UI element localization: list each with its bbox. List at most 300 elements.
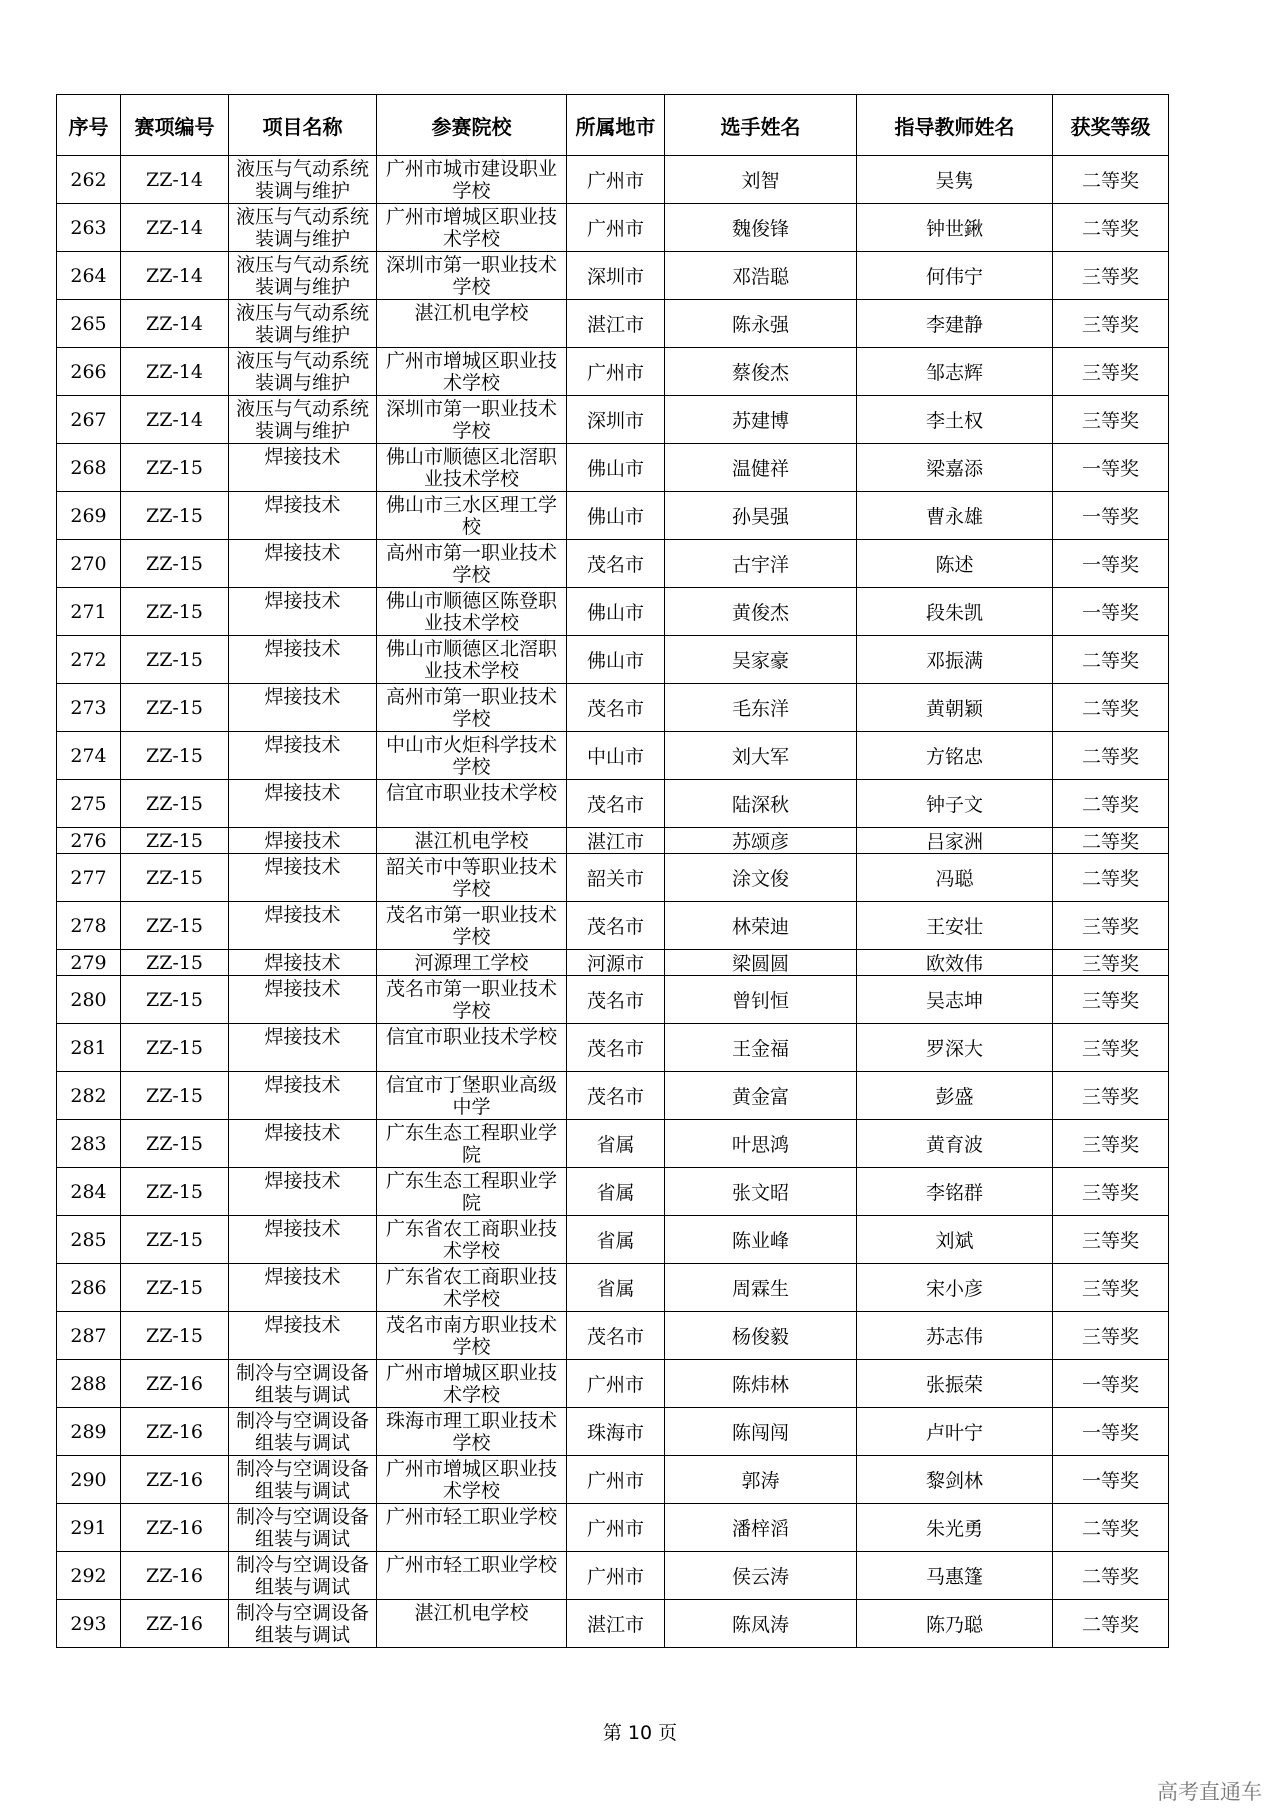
- school-text: 广东省农工商职业技术学校: [385, 1265, 557, 1310]
- seq-text: 291: [70, 1516, 107, 1539]
- school-cell: [377, 732, 567, 780]
- school-cell: [377, 636, 567, 684]
- award-level-cell: [1053, 1024, 1169, 1072]
- award-level-cell: [1053, 1072, 1169, 1120]
- teacher-text: 陈乃聪: [925, 1614, 983, 1636]
- teacher-text: 罗深大: [925, 1038, 983, 1060]
- table-row: [57, 1264, 1169, 1312]
- contestant-cell: [665, 1216, 857, 1264]
- event-code-cell: [121, 204, 229, 252]
- project-name-text: 液压与气动系统装调与维护: [235, 157, 369, 202]
- school-cell: [377, 1408, 567, 1456]
- project-name-cell: [229, 348, 377, 396]
- contestant-cell: [665, 902, 857, 950]
- project-name-cell: [229, 300, 377, 348]
- city-text: 中山市: [586, 746, 644, 768]
- school-cell: [377, 492, 567, 540]
- project-name-cell: [229, 1120, 377, 1168]
- event-code-text: ZZ-15: [146, 744, 203, 767]
- award-level-text: 三等奖: [1081, 410, 1139, 432]
- project-name-cell: [229, 252, 377, 300]
- event-code-text: ZZ-14: [146, 168, 203, 191]
- seq-text: 276: [70, 829, 107, 852]
- school-text: 深圳市第一职业技术学校: [385, 253, 557, 298]
- project-name-text: 焊接技术: [264, 733, 341, 756]
- contestant-text: 邓浩聪: [731, 266, 789, 288]
- contestant-cell: [665, 1312, 857, 1360]
- award-level-text: 三等奖: [1081, 266, 1139, 288]
- city-cell: [567, 396, 665, 444]
- award-level-text: 二等奖: [1081, 746, 1139, 768]
- header-cell: 获奖等级: [1053, 95, 1169, 156]
- teacher-text: 刘斌: [935, 1230, 974, 1252]
- city-text: 广州市: [586, 362, 644, 384]
- teacher-cell: [857, 348, 1053, 396]
- city-cell: [567, 156, 665, 204]
- school-text: 湛江机电学校: [414, 829, 529, 852]
- project-name-cell: [229, 1168, 377, 1216]
- project-name-cell: [229, 976, 377, 1024]
- event-code-text: ZZ-15: [146, 504, 203, 527]
- school-text: 佛山市三水区理工学校: [385, 493, 557, 538]
- seq-text: 273: [70, 696, 107, 719]
- project-name-text: 焊接技术: [264, 1073, 341, 1096]
- award-level-cell: [1053, 1552, 1169, 1600]
- city-text: 茂名市: [586, 698, 644, 720]
- project-name-cell: [229, 204, 377, 252]
- award-level-text: 三等奖: [1081, 916, 1139, 938]
- school-cell: [377, 1120, 567, 1168]
- teacher-cell: [857, 444, 1053, 492]
- seq-cell: [57, 348, 121, 396]
- school-text: 广东生态工程职业学院: [385, 1121, 557, 1166]
- project-name-text: 焊接技术: [264, 1313, 341, 1336]
- event-code-cell: [121, 976, 229, 1024]
- header-row: [57, 95, 1169, 156]
- table-row: [57, 902, 1169, 950]
- city-cell: [567, 1408, 665, 1456]
- seq-cell: [57, 492, 121, 540]
- project-name-text: 焊接技术: [264, 637, 341, 660]
- contestant-cell: [665, 540, 857, 588]
- event-code-cell: [121, 780, 229, 828]
- school-cell: [377, 780, 567, 828]
- contestant-cell: [665, 396, 857, 444]
- teacher-text: 李铭群: [925, 1182, 983, 1204]
- contestant-text: 吴家豪: [731, 650, 789, 672]
- teacher-text: 王安壮: [925, 916, 983, 938]
- contestant-cell: [665, 780, 857, 828]
- city-text: 省属: [596, 1230, 635, 1252]
- seq-cell: [57, 1024, 121, 1072]
- teacher-text: 黄育波: [925, 1134, 983, 1156]
- award-level-text: 三等奖: [1081, 1182, 1139, 1204]
- contestant-text: 陈炜林: [731, 1374, 789, 1396]
- city-cell: [567, 540, 665, 588]
- table-row: [57, 1216, 1169, 1264]
- award-level-cell: [1053, 252, 1169, 300]
- table-row: [57, 780, 1169, 828]
- seq-text: 264: [70, 264, 107, 287]
- award-level-text: 二等奖: [1081, 794, 1139, 816]
- contestant-cell: [665, 156, 857, 204]
- seq-text: 270: [70, 552, 107, 575]
- teacher-cell: [857, 732, 1053, 780]
- school-text: 茂名市南方职业技术学校: [385, 1313, 557, 1358]
- city-text: 广州市: [586, 170, 644, 192]
- project-name-text: 液压与气动系统装调与维护: [235, 349, 369, 394]
- project-name-text: 液压与气动系统装调与维护: [235, 301, 369, 346]
- project-name-text: 制冷与空调设备组装与调试: [235, 1409, 369, 1454]
- city-cell: [567, 854, 665, 902]
- award-level-text: 三等奖: [1081, 1278, 1139, 1300]
- project-name-cell: [229, 1552, 377, 1600]
- event-code-text: ZZ-15: [146, 1180, 203, 1203]
- event-code-cell: [121, 1024, 229, 1072]
- school-text: 信宜市职业技术学校: [385, 781, 557, 804]
- contestant-text: 郭涛: [741, 1470, 780, 1492]
- seq-text: 268: [70, 456, 107, 479]
- city-cell: [567, 1360, 665, 1408]
- teacher-text: 苏志伟: [925, 1326, 983, 1348]
- city-cell: [567, 780, 665, 828]
- city-cell: [567, 636, 665, 684]
- event-code-text: ZZ-15: [146, 951, 203, 974]
- contestant-cell: [665, 1024, 857, 1072]
- event-code-cell: [121, 1216, 229, 1264]
- project-name-text: 制冷与空调设备组装与调试: [235, 1505, 369, 1550]
- contestant-text: 蔡俊杰: [731, 362, 789, 384]
- contestant-cell: [665, 1552, 857, 1600]
- school-text: 广州市轻工职业学校: [385, 1553, 557, 1576]
- seq-cell: [57, 156, 121, 204]
- project-name-cell: [229, 950, 377, 976]
- school-text: 佛山市顺德区北滘职业技术学校: [385, 637, 557, 682]
- project-name-text: 焊接技术: [264, 589, 341, 612]
- seq-text: 280: [70, 988, 107, 1011]
- award-level-cell: [1053, 1456, 1169, 1504]
- event-code-cell: [121, 540, 229, 588]
- city-text: 深圳市: [586, 410, 644, 432]
- award-level-cell: [1053, 902, 1169, 950]
- city-text: 省属: [596, 1278, 635, 1300]
- award-level-cell: [1053, 976, 1169, 1024]
- award-level-text: 一等奖: [1081, 1470, 1139, 1492]
- award-level-text: 二等奖: [1081, 170, 1139, 192]
- city-cell: [567, 444, 665, 492]
- event-code-text: ZZ-14: [146, 312, 203, 335]
- city-text: 佛山市: [586, 650, 644, 672]
- event-code-text: ZZ-16: [146, 1612, 203, 1635]
- award-level-text: 三等奖: [1081, 362, 1139, 384]
- teacher-text: 李土权: [925, 410, 983, 432]
- school-text: 深圳市第一职业技术学校: [385, 397, 557, 442]
- city-text: 佛山市: [586, 506, 644, 528]
- project-name-text: 焊接技术: [264, 951, 341, 974]
- award-level-text: 二等奖: [1081, 831, 1139, 853]
- seq-cell: [57, 1360, 121, 1408]
- event-code-text: ZZ-15: [146, 600, 203, 623]
- event-code-cell: [121, 1504, 229, 1552]
- table-row: [57, 1456, 1169, 1504]
- seq-cell: [57, 684, 121, 732]
- teacher-text: 朱光勇: [925, 1518, 983, 1540]
- seq-cell: [57, 1216, 121, 1264]
- award-level-text: 三等奖: [1081, 953, 1139, 975]
- project-name-cell: [229, 1600, 377, 1648]
- table-row: [57, 492, 1169, 540]
- table-row: [57, 1312, 1169, 1360]
- teacher-text: 吴隽: [935, 170, 974, 192]
- city-text: 广州市: [586, 1374, 644, 1396]
- award-level-cell: [1053, 1504, 1169, 1552]
- event-code-text: ZZ-15: [146, 552, 203, 575]
- project-name-text: 焊接技术: [264, 541, 341, 564]
- city-cell: [567, 1504, 665, 1552]
- table-row: [57, 732, 1169, 780]
- table-body: [57, 156, 1169, 1648]
- teacher-cell: [857, 1072, 1053, 1120]
- seq-cell: [57, 902, 121, 950]
- school-text: 韶关市中等职业技术学校: [385, 855, 557, 900]
- contestant-text: 林荣迪: [731, 916, 789, 938]
- teacher-text: 钟子文: [925, 794, 983, 816]
- event-code-cell: [121, 828, 229, 854]
- table-row: [57, 444, 1169, 492]
- teacher-cell: [857, 204, 1053, 252]
- seq-cell: [57, 1312, 121, 1360]
- event-code-text: ZZ-15: [146, 1132, 203, 1155]
- event-code-text: ZZ-14: [146, 264, 203, 287]
- school-cell: [377, 396, 567, 444]
- award-level-text: 一等奖: [1081, 602, 1139, 624]
- city-cell: [567, 1216, 665, 1264]
- school-cell: [377, 1552, 567, 1600]
- city-cell: [567, 1264, 665, 1312]
- city-text: 省属: [596, 1134, 635, 1156]
- project-name-text: 焊接技术: [264, 781, 341, 804]
- event-code-cell: [121, 1168, 229, 1216]
- contestant-cell: [665, 1360, 857, 1408]
- award-level-text: 三等奖: [1081, 314, 1139, 336]
- project-name-text: 焊接技术: [264, 445, 341, 468]
- city-text: 河源市: [586, 953, 644, 975]
- teacher-text: 黄朝颖: [925, 698, 983, 720]
- project-name-cell: [229, 1312, 377, 1360]
- city-text: 茂名市: [586, 1086, 644, 1108]
- contestant-text: 陈凤涛: [731, 1614, 789, 1636]
- event-code-cell: [121, 1408, 229, 1456]
- header-cell: 所属地市: [567, 95, 665, 156]
- table-row: [57, 1024, 1169, 1072]
- school-cell: [377, 684, 567, 732]
- contestant-cell: [665, 444, 857, 492]
- school-cell: [377, 950, 567, 976]
- seq-text: 281: [70, 1036, 107, 1059]
- award-level-cell: [1053, 348, 1169, 396]
- teacher-text: 张振荣: [925, 1374, 983, 1396]
- project-name-cell: [229, 780, 377, 828]
- school-cell: [377, 1312, 567, 1360]
- table-row: [57, 950, 1169, 976]
- seq-text: 286: [70, 1276, 107, 1299]
- table-row: [57, 1600, 1169, 1648]
- contestant-text: 刘智: [741, 170, 780, 192]
- teacher-cell: [857, 1216, 1053, 1264]
- event-code-cell: [121, 1360, 229, 1408]
- seq-cell: [57, 1408, 121, 1456]
- project-name-cell: [229, 444, 377, 492]
- contestant-text: 魏俊锋: [731, 218, 789, 240]
- project-name-text: 焊接技术: [264, 685, 341, 708]
- event-code-text: ZZ-16: [146, 1420, 203, 1443]
- event-code-text: ZZ-16: [146, 1468, 203, 1491]
- project-name-text: 制冷与空调设备组装与调试: [235, 1601, 369, 1646]
- event-code-text: ZZ-15: [146, 1084, 203, 1107]
- seq-cell: [57, 1552, 121, 1600]
- contestant-cell: [665, 976, 857, 1024]
- contestant-cell: [665, 636, 857, 684]
- teacher-cell: [857, 540, 1053, 588]
- teacher-cell: [857, 976, 1053, 1024]
- school-text: 茂名市第一职业技术学校: [385, 903, 557, 948]
- header-cell: 参赛院校: [377, 95, 567, 156]
- header-cell: 项目名称: [229, 95, 377, 156]
- city-cell: [567, 1120, 665, 1168]
- contestant-text: 温健祥: [731, 458, 789, 480]
- project-name-text: 焊接技术: [264, 1121, 341, 1144]
- seq-cell: [57, 588, 121, 636]
- event-code-text: ZZ-15: [146, 914, 203, 937]
- award-level-cell: [1053, 1264, 1169, 1312]
- project-name-text: 制冷与空调设备组装与调试: [235, 1361, 369, 1406]
- city-text: 广州市: [586, 1518, 644, 1540]
- event-code-text: ZZ-14: [146, 360, 203, 383]
- contestant-text: 陆深秋: [731, 794, 789, 816]
- event-code-text: ZZ-15: [146, 866, 203, 889]
- contestant-text: 陈永强: [731, 314, 789, 336]
- city-text: 茂名市: [586, 990, 644, 1012]
- teacher-cell: [857, 854, 1053, 902]
- school-text: 湛江机电学校: [414, 301, 529, 324]
- teacher-text: 卢叶宁: [925, 1422, 983, 1444]
- seq-text: 279: [70, 951, 107, 974]
- teacher-text: 黎剑林: [925, 1470, 983, 1492]
- award-level-text: 一等奖: [1081, 1374, 1139, 1396]
- table-row: [57, 1504, 1169, 1552]
- contestant-cell: [665, 732, 857, 780]
- city-text: 广州市: [586, 1566, 644, 1588]
- event-code-cell: [121, 1072, 229, 1120]
- contestant-text: 古宇洋: [731, 554, 789, 576]
- award-level-text: 二等奖: [1081, 1566, 1139, 1588]
- seq-cell: [57, 396, 121, 444]
- event-code-text: ZZ-15: [146, 1276, 203, 1299]
- city-cell: [567, 1552, 665, 1600]
- award-level-cell: [1053, 780, 1169, 828]
- project-name-text: 焊接技术: [264, 1025, 341, 1048]
- table-row: [57, 1168, 1169, 1216]
- contestant-cell: [665, 1504, 857, 1552]
- project-name-cell: [229, 684, 377, 732]
- city-cell: [567, 252, 665, 300]
- event-code-text: ZZ-15: [146, 456, 203, 479]
- event-code-cell: [121, 444, 229, 492]
- school-text: 高州市第一职业技术学校: [385, 685, 557, 730]
- city-text: 茂名市: [586, 1326, 644, 1348]
- contestant-cell: [665, 1072, 857, 1120]
- event-code-cell: [121, 300, 229, 348]
- award-level-text: 三等奖: [1081, 990, 1139, 1012]
- event-code-cell: [121, 1264, 229, 1312]
- seq-cell: [57, 1120, 121, 1168]
- header-cell: 指导教师姓名: [857, 95, 1053, 156]
- event-code-cell: [121, 684, 229, 732]
- school-text: 广东生态工程职业学院: [385, 1169, 557, 1214]
- school-cell: [377, 1024, 567, 1072]
- school-text: 佛山市顺德区陈登职业技术学校: [385, 589, 557, 634]
- city-text: 珠海市: [586, 1422, 644, 1444]
- contestant-cell: [665, 1120, 857, 1168]
- table-row: [57, 540, 1169, 588]
- seq-cell: [57, 1504, 121, 1552]
- teacher-cell: [857, 1408, 1053, 1456]
- seq-text: 265: [70, 312, 107, 335]
- seq-cell: [57, 636, 121, 684]
- project-name-text: 制冷与空调设备组装与调试: [235, 1553, 369, 1598]
- event-code-cell: [121, 252, 229, 300]
- project-name-cell: [229, 492, 377, 540]
- city-cell: [567, 828, 665, 854]
- teacher-cell: [857, 1552, 1053, 1600]
- teacher-text: 邹志辉: [925, 362, 983, 384]
- school-text: 广州市增城区职业技术学校: [385, 349, 557, 394]
- contestant-cell: [665, 348, 857, 396]
- header-cell: 选手姓名: [665, 95, 857, 156]
- award-level-cell: [1053, 1600, 1169, 1648]
- event-code-cell: [121, 854, 229, 902]
- award-level-cell: [1053, 732, 1169, 780]
- school-text: 信宜市职业技术学校: [385, 1025, 557, 1048]
- event-code-cell: [121, 1120, 229, 1168]
- city-text: 韶关市: [586, 868, 644, 890]
- city-cell: [567, 492, 665, 540]
- contestant-text: 孙昊强: [731, 506, 789, 528]
- award-level-cell: [1053, 1168, 1169, 1216]
- city-text: 茂名市: [586, 1038, 644, 1060]
- award-level-text: 一等奖: [1081, 506, 1139, 528]
- school-text: 广州市增城区职业技术学校: [385, 205, 557, 250]
- award-level-cell: [1053, 950, 1169, 976]
- award-level-cell: [1053, 540, 1169, 588]
- city-text: 广州市: [586, 218, 644, 240]
- school-cell: [377, 348, 567, 396]
- school-cell: [377, 828, 567, 854]
- seq-text: 274: [70, 744, 107, 767]
- table-row: [57, 300, 1169, 348]
- award-level-text: 三等奖: [1081, 1038, 1139, 1060]
- award-level-text: 三等奖: [1081, 1326, 1139, 1348]
- school-text: 广州市城市建设职业学校: [385, 157, 557, 202]
- table-row: [57, 1120, 1169, 1168]
- teacher-cell: [857, 1312, 1053, 1360]
- teacher-cell: [857, 780, 1053, 828]
- event-code-cell: [121, 1312, 229, 1360]
- city-text: 佛山市: [586, 602, 644, 624]
- table-row: [57, 828, 1169, 854]
- school-text: 广东省农工商职业技术学校: [385, 1217, 557, 1262]
- event-code-text: ZZ-15: [146, 1324, 203, 1347]
